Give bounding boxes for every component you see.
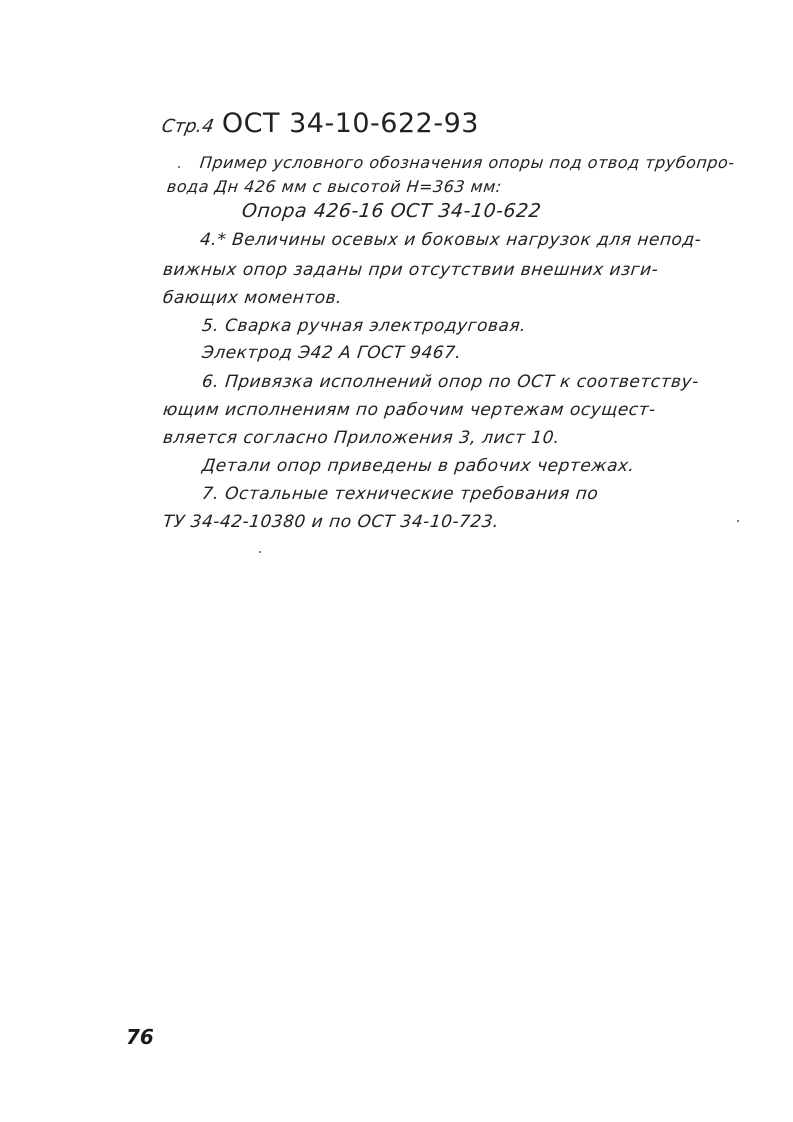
text-line: 5. Сварка ручная электродуговая. [200,316,528,336]
text-line: вода Дн 426 мм с высотой Н=363 мм: [166,177,503,196]
text-line: ТУ 34-42-10380 и по ОСТ 34-10-723. [161,512,501,532]
text-line: вижных опор заданы при отсутствии внешних изги- [161,260,660,280]
designation-example: Опора 426-16 ОСТ 34-10-622 [240,200,543,222]
text-line: 6. Привязка исполнений опор по ОСТ к соответству- [200,372,700,392]
text-line: бающих моментов. [161,288,344,308]
text-line: Электрод Э42 А ГОСТ 9467. [200,343,463,363]
text-line: вляется согласно Приложения 3, лист 10. [161,428,561,448]
text-line: Пример условного обозначения опоры под отвод трубопро- [199,153,736,172]
standard-code: ОСТ 34-10-622-93 [221,108,479,139]
text-line: Детали опор приведены в рабочих чертежах. [200,456,636,476]
page-number: 76 [126,1025,154,1049]
page-header [162,108,479,139]
text-line: 4.* Величины осевых и боковых нагрузок для непод- [198,230,703,250]
scan-speck [259,551,261,553]
scan-speck [737,520,739,522]
page-header-prefix: Стр.4 [160,116,216,137]
text-line: ющим исполнениям по рабочим чертежам осущест- [161,400,657,420]
scan-speck [178,166,180,168]
text-line: 7. Остальные технические требования по [200,484,600,504]
